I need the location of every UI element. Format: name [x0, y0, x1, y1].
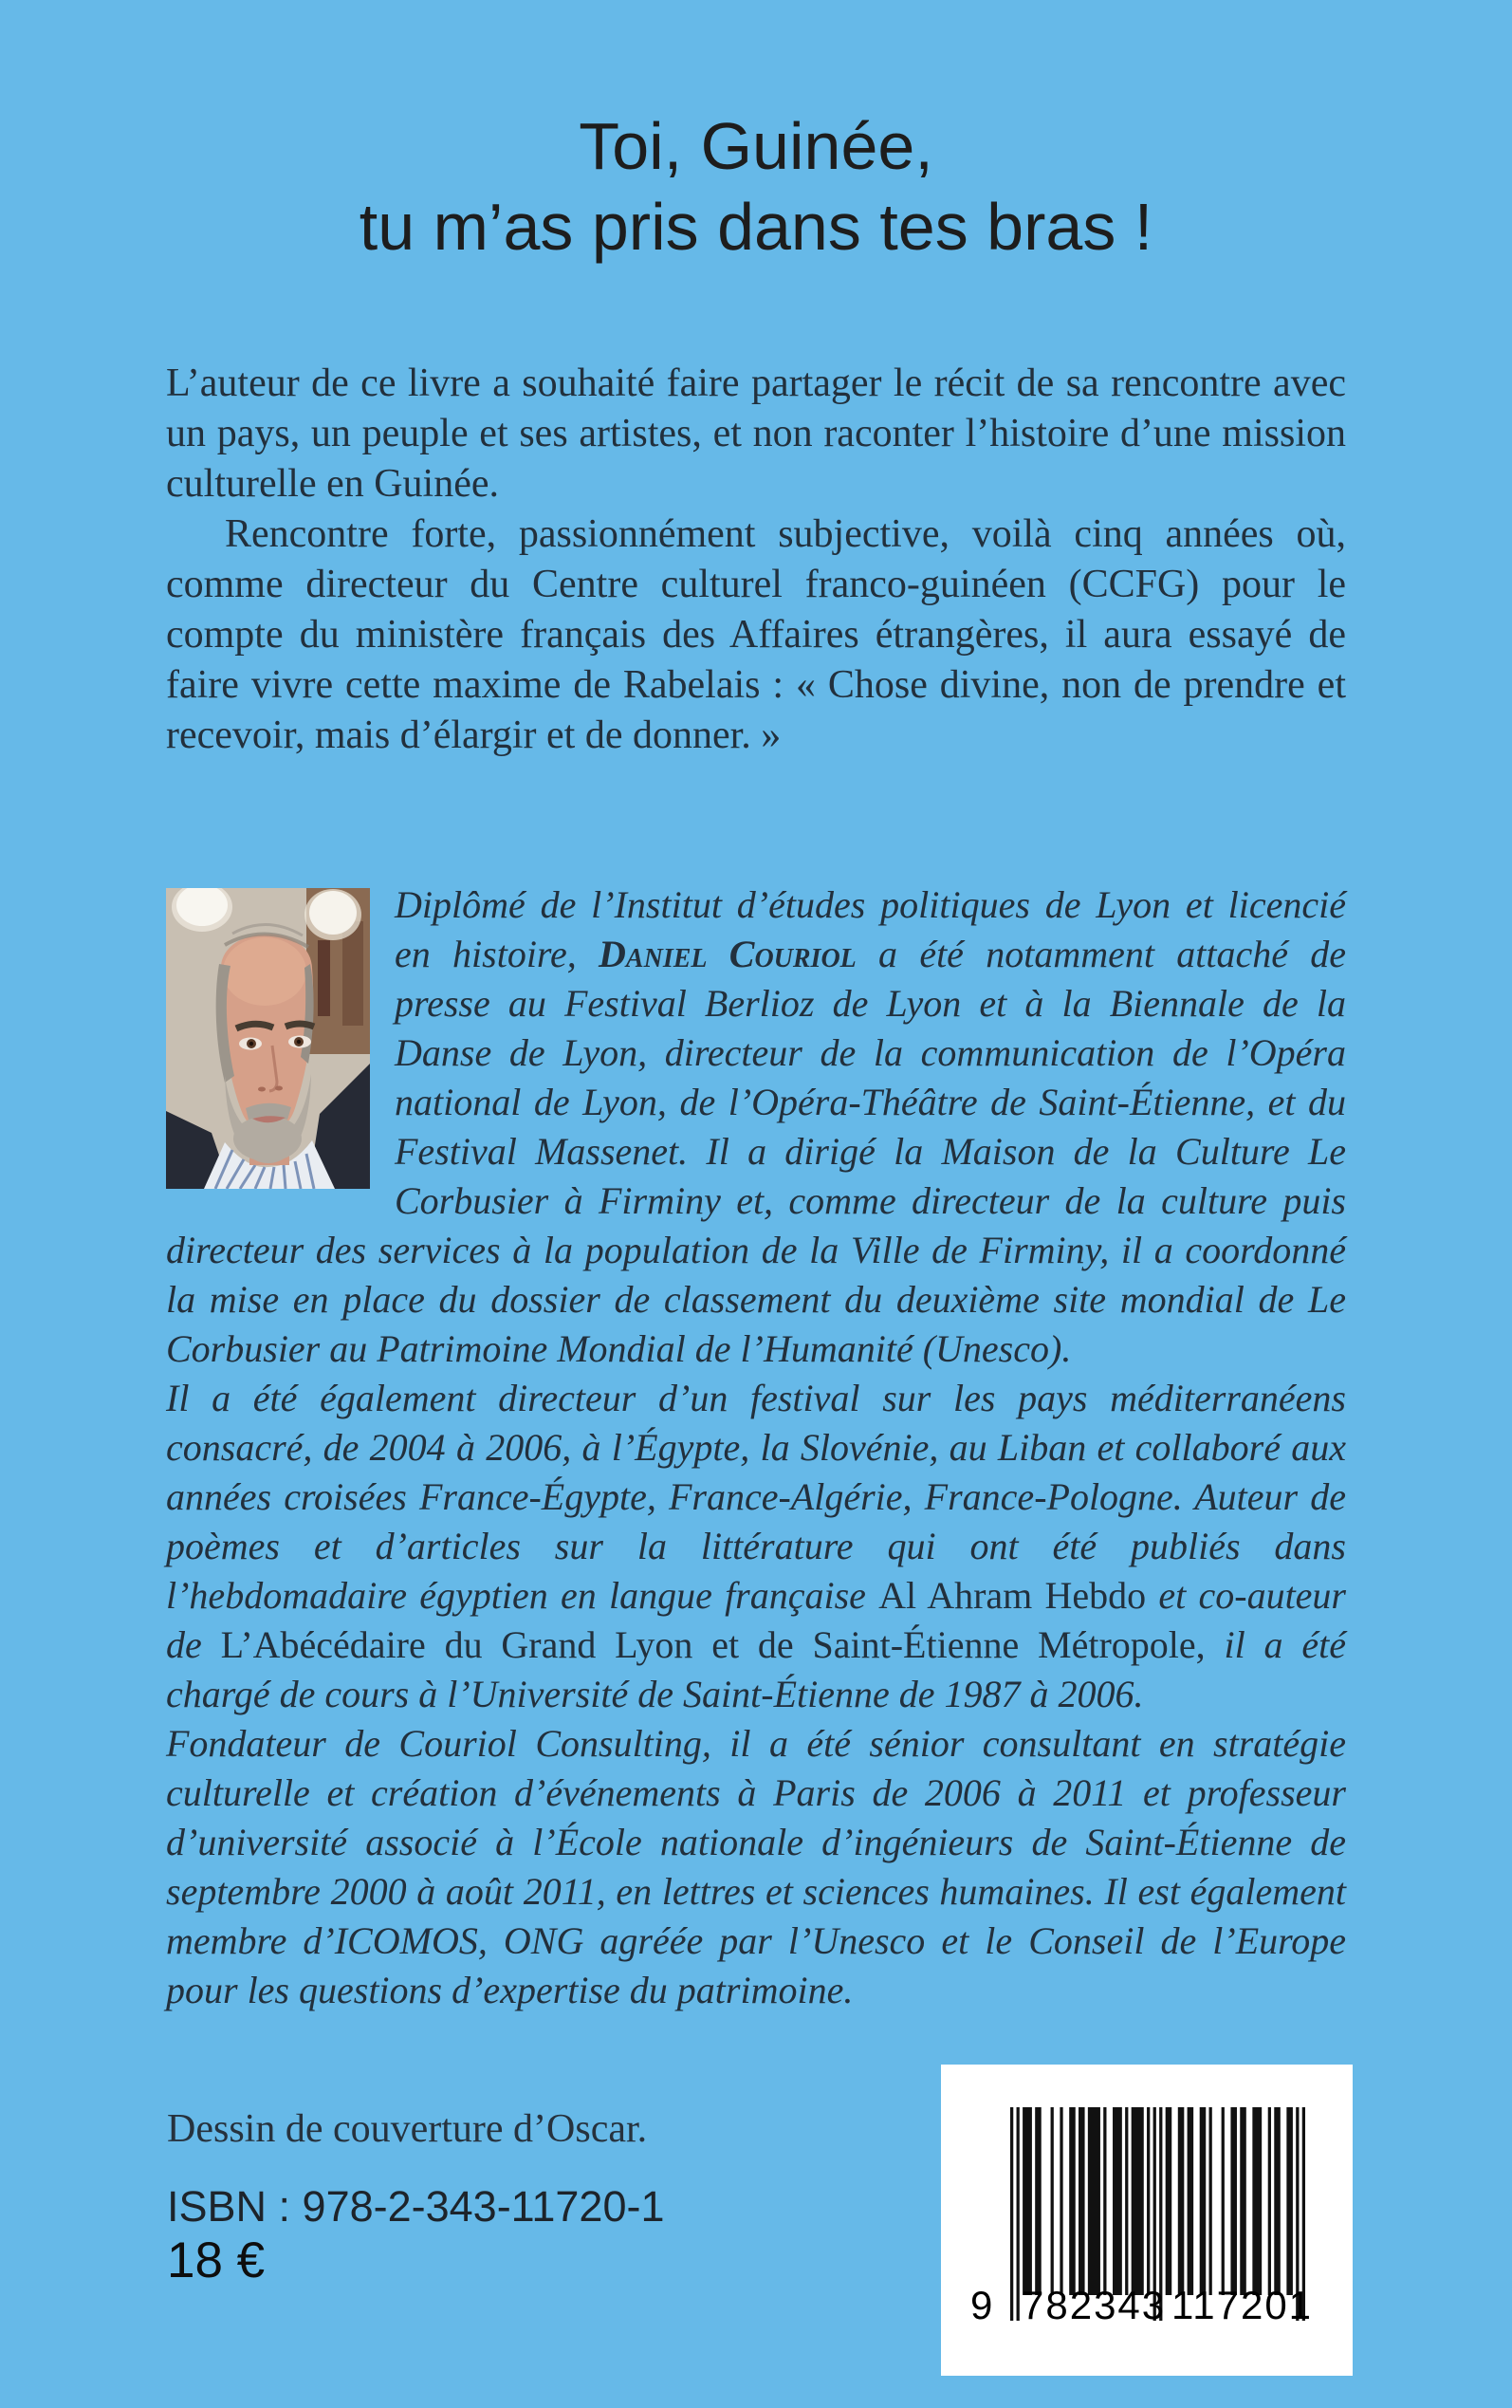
text-segment: a été notamment attaché de presse au Festival Berlioz de Lyon et à la Biennale de la Danse de Lyon, directeur de la communication de l’Opéra national de Lyon, de l’Opéra-Théâtre de Saint-Étienne, et du Festival Massenet. Il a dirigé la Maison de la Culture Le Corbusier à Firminy et, comme directeur de la culture puis directeur des services à la population de la Ville de Firminy, il a coordonné la mise en place du dossier de classement du deuxième site mondial de Le Corbusier au Patrimoine Mondial de l’Humanité (Unesco). [166, 933, 1346, 1370]
text-segment: Daniel Couriol [599, 933, 857, 975]
text-segment: Al Ahram Hebdo [878, 1574, 1147, 1617]
price: 18 € [167, 2232, 266, 2288]
text-segment: Diplômé de l’Institut d’études politiques de Lyon et licencié en histoire, [395, 883, 1346, 975]
barcode-digit-first: 9 [970, 2283, 993, 2327]
book-title-line1: Toi, Guinée, [579, 109, 933, 183]
author-photo [166, 888, 370, 1189]
bio-paragraph-2 [166, 1374, 1346, 1719]
blurb-paragraph-1: L’auteur de ce livre a souhaité faire partager le récit de sa rencontre avec un pays, un peuple et ses artistes, et non raconter l’histoire d’une mission culturelle en Guinée. [166, 361, 1346, 506]
text-segment: il a été chargé de cours à l’Université de Saint-Étienne de 1987 à 2006. [166, 1623, 1346, 1715]
text-segment: Il a été également directeur d’un festival sur les pays méditerranéens consacré, de 2004 à 2006, à l’Égypte, la Slovénie, au Liban et collaboré aux années croisées France-Égypte, France-Algérie, France-Pologne. Auteur de poèmes et d’articles sur la littérature qui ont été publiés dans l’hebdomadaire égyptien en langue française [166, 1377, 1346, 1617]
back-cover-blurb [166, 359, 1346, 761]
cover-art-credit: Dessin de couverture d’Oscar. [167, 2107, 648, 2151]
author-bio [166, 880, 1346, 2015]
bio-paragraph-3 [166, 1719, 1346, 2015]
book-title-line2: tu m’as pris dans tes bras ! [359, 190, 1153, 264]
barcode-digits [970, 2283, 1314, 2330]
text-segment: Fondateur de Couriol Consulting, il a été sénior consultant en stratégie culturelle et création d’événements à Paris de 2006 à 2011 et professeur d’université associé à l’École nationale d’ingénieurs de Saint-Étienne de septembre 2000 à août 2011, en lettres et sciences humaines. Il est également membre d’ICOMOS, ONG agréée par l’Unesco et le Conseil de l’Europe pour les questions d’expertise du patrimoine. [166, 1722, 1346, 2011]
text-segment: L’Abécédaire du Grand Lyon et de Saint-Étienne Métropole, [220, 1623, 1206, 1666]
blurb-paragraph-2: Rencontre forte, passionnément subjective, voilà cinq années où, comme directeur du Centre culturel franco-guinéen (CCFG) pour le compte du ministère français des Affaires étrangères, il aura essayé de faire vivre cette maxime de Rabelais : « Chose divine, non de prendre et recevoir, mais d’élargir et de donner. » [166, 512, 1346, 757]
isbn-number: ISBN : 978-2-343-11720-1 [167, 2182, 665, 2231]
barcode-digit-group1: 782343 [1022, 2283, 1167, 2327]
author-portrait-illustration [166, 888, 370, 1189]
book-title [0, 106, 1512, 268]
text-segment: et co-auteur de [166, 1574, 1346, 1666]
barcode-label [941, 2065, 1353, 2376]
barcode-digit-group2: 117201 [1171, 2283, 1314, 2327]
